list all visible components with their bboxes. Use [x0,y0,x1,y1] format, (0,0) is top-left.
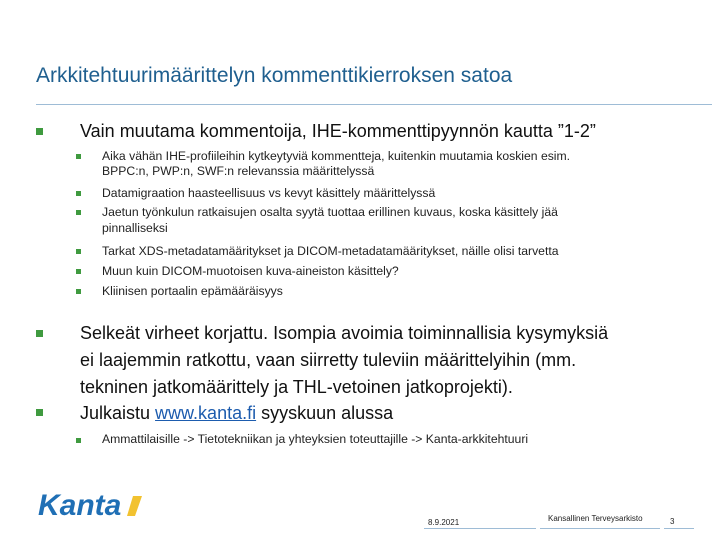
slide-title: Arkkitehtuurimäärittelyn kommenttikierroksen satoa [36,64,513,87]
footer-organization: Kansallinen Terveysarkisto [548,514,643,523]
sub-bullet-1d: Tarkat XDS-metadatamääritykset ja DICOM-metadatamääritykset, näille olisi tarvetta [102,244,559,258]
bullet-marker [36,409,43,416]
sub-bullet-marker [76,154,81,159]
kanta-logo [38,488,158,520]
title-divider [36,104,712,105]
bullet-3-suffix: syyskuun alussa [256,403,394,423]
bullet-marker [36,128,43,135]
footer-date: 8.9.2021 [428,518,460,527]
bullet-marker [36,330,43,337]
sub-bullet-marker [76,249,81,254]
bullet-2-line-2: ei laajemmin ratkottu, vaan siirretty tuleviin määrittelyihin (mm. [80,350,577,370]
bullet-2-line-3: tekninen jatkomäärittely ja THL-vetoinen jatkoprojekti). [80,377,513,397]
footer-divider [424,528,536,529]
footer-divider [540,528,660,529]
bullet-3-prefix: Julkaistu [80,403,156,423]
sub-bullet-marker [76,269,81,274]
sub-bullet-1a: Aika vähän IHE-profiileihin kytkeytyviä kommentteja, kuitenkin muutamia koskien esim. [102,149,571,163]
footer-divider [664,528,694,529]
logo-wordmark: Kanta [38,489,122,520]
sub-bullet-1c-cont: pinnalliseksi [102,221,168,235]
sub-bullet-1f: Kliinisen portaalin epämääräisyys [102,284,283,298]
sub-bullet-1e: Muun kuin DICOM-muotoisen kuva-aineiston käsittely? [102,264,399,278]
sub-bullet-marker [76,438,81,443]
bullet-3-text [80,402,393,425]
sub-bullet-1b: Datamigraation haasteellisuus vs kevyt käsittely määrittelyssä [102,186,436,200]
kanta-website-link[interactable]: www.kanta.fi [155,403,257,423]
bullet-1-text: Vain muutama kommentoija, IHE-kommenttipyynnön kautta ”1-2” [80,121,596,141]
sub-bullet-marker [76,289,81,294]
logo-accent-mark [127,496,142,516]
sub-bullet-1a-cont: BPPC:n, PWP:n, SWF:n relevanssia määrittelyssä [102,164,375,178]
sub-bullet-marker [76,191,81,196]
bullet-2-line-1: Selkeät virheet korjattu. Isompia avoimia toiminnallisia kysymyksiä [80,323,609,343]
sub-bullet-3a: Ammattilaisille -> Tietotekniikan ja yhteyksien toteuttajille -> Kanta-arkkitehtuuri [102,432,529,446]
page-number: 3 [670,517,675,526]
kanta-logo-graphic [38,488,158,520]
sub-bullet-1c: Jaetun työnkulun ratkaisujen osalta syytä tuottaa erillinen kuvaus, koska käsittely jää [102,205,558,219]
sub-bullet-marker [76,210,81,215]
